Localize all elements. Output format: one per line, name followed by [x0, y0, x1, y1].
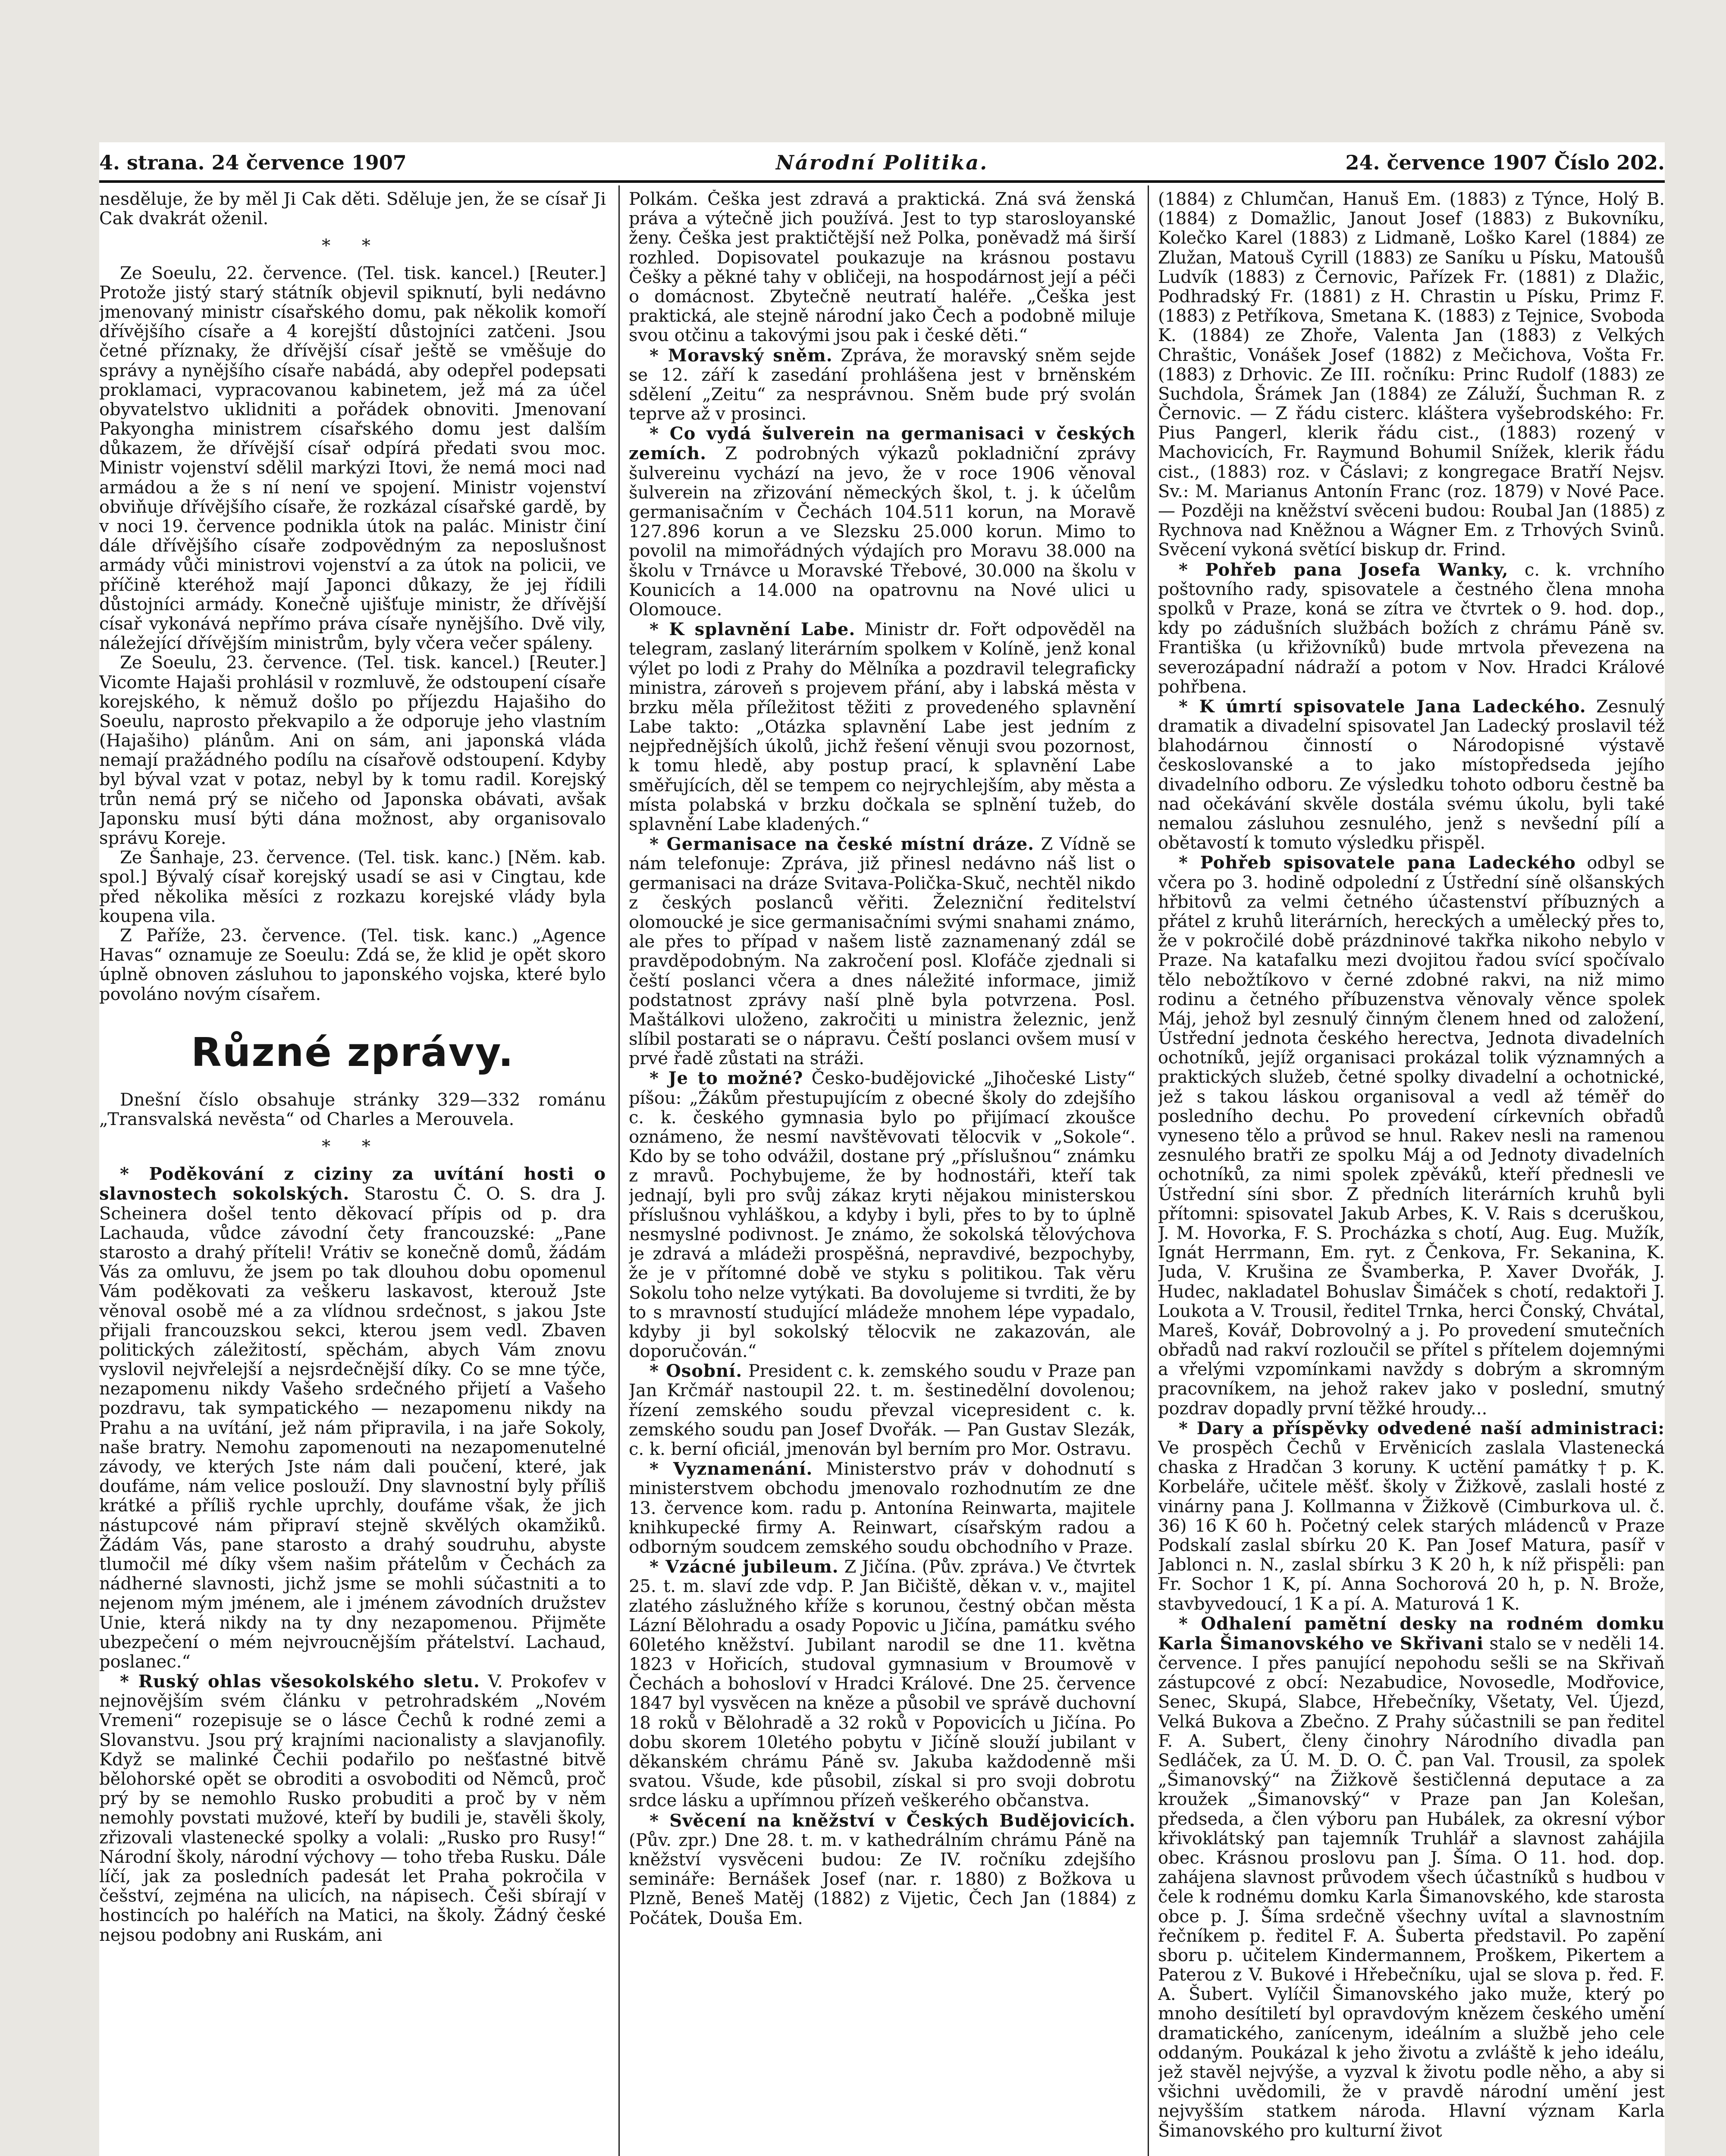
article-title: * Dary a příspěvky odvedené naší administraci:	[1179, 1418, 1665, 1438]
article-body: Z Vídně se nám telefonuje: Zpráva, již přinesl nedávno náš list o germanisaci na dráze Svitava-Polička-Skuč, nechtěl nikdo z českých poslanců věřiti. Železniční ředitelství olomoucké je sice germanisačními svými snahami známo, ale přes to případ v našem listě zaznamenaný zdál se pravděpodobným. Na zakročení posl. Klofáče zjednali si čeští poslanci včera a dnes náležité informace, jimiž podstatnost zprávy naší plně byla potvrzena. Posl. Maštálkovi uloženo, zakročiti u ministra železnic, jenž slíbil postarati se o nápravu. Čeští poslanci ovšem musí v prvé řadě zůstati na stráži.	[629, 834, 1136, 1069]
article-title: * Ruský ohlas všesokolského sletu.	[120, 1671, 480, 1692]
article-paragraph	[1158, 1419, 1665, 1614]
article-body: Ve prospěch Čechů v Ervěnicích zaslala Vlastenecká chaska z Hradčan 3 koruny. K uctění památky † p. K. Korbeláře, učitele měšť. školy v Žižkově, zaslali hosté z vinárny pana J. Kollmanna v Žižkově (Cimburkova ul. č. 36) 16 K 60 h. Početný celek starých mládenců v Praze Podskalí zaslal sbírku 20 K. Pan Josef Matura, pasíř v Jablonci n. N., zaslal sbírku 3 K 20 h, k níž přispěli: pan Fr. Sochor 1 K, pí. Anna Sochorová 20 h, p. N. Brože, stavbyvedoucí, 1 K a pí. A. Maturová 1 K.	[1158, 1438, 1665, 1614]
article-body: V. Prokofev v nejnovějším svém článku v petrohradském „Novém Vremeni“ rozepisuje se o lásce Čechů k rodné zemi a Slovanstvu. Jsou prý krajními nacionalisty a slavjanofily. Když se malinké Čechii podařilo po nešťastné bitvě bělohorské opět se obroditi a osvoboditi od Němců, proč prý by se nemohlo Rusko probuditi a proč by v něm nemohly povstati mužové, kteří by budili je, stavěli školy, zřizovali vlastenecké spolky a volali: „Rusko pro Rusy!“ Národní školy, národní výchovy — toho třeba Rusku. Dále líčí, jak za posledních padesát let Praha pokročila v češství, zejména na ulicích, na nápisech. Češi sbírají v hostincích po haléřích na Matici, na školy. Žádný české nejsou podobny ani Ruskám, ani	[99, 1672, 606, 1945]
article-body: Zpráva, že moravský sněm sejde se 12. září k zasedání prohlášena jest v brněnském sdělení „Zeitu“ za nesprávnou. Sněm bude prý svolán teprve až v prosinci.	[629, 345, 1136, 424]
article-title: * Co vydá šulverein na germanisaci v českých zemích.	[629, 423, 1136, 464]
article-body: Z podrobných výkazů pokladniční zprávy šulvereinu vychází na jevo, že v roce 1906 věnoval šulverein na zřizování německých škol, t. j. k účelům germanisačním v Čechách 104.511 korun, na Moravě 127.896 korun a ve Slezsku 25.000 korun. Mimo to povolil na mimořádných výdajích pro Moravu 38.000 na školu v Trnávce u Moravské Třebové, 30.000 na školu v Kounicích a 14.000 na opatrovnu na Nové ulici u Olomouce.	[629, 444, 1136, 620]
article-title: * Poděkování z ciziny za uvítání hosti o slavnostech sokolských.	[99, 1164, 606, 1204]
article-paragraph	[629, 424, 1136, 620]
article-paragraph: Polkám. Češka jest zdravá a praktická. Zná svá ženská práva a výtečně jich používá. Jest to typ starosloyanské ženy. Češka jest praktičtější než Polka, poněvadž má širší rozhled. Dopisovatel poukazuje na krásnou postavu Češky a pěkné tahy v obličeji, na hospodárnost její a péči o domácnost. Zbytečně neutratí haléře. „Češka jest praktická, ale stejně národní jako Čech a podobně miluje svou otčinu a takovými jsou pak i české děti.“	[629, 190, 1136, 346]
article-body: Ministerstvo práv v dohodnutí s ministerstvem obchodu jmenovalo rozhodnutím ze dne 13. července kom. radu p. Antonína Reinwarta, majitele knihkupecké firmy A. Reinwart, císařským radou a odborným soudcem zemského soudu obchodního v Praze.	[629, 1459, 1136, 1557]
article-body: c. k. vrchního poštovního rady, spisovatele a čestného člena mnoha spolků v Praze, koná se zítra ve čtvrtek o 9. hod. dop., kdy po zádušních službách božích z chrámu Páně sv. Františka (u křižovníků) bude mrtvola převezena na severozápadní nádraží a potom v Nov. Hradci Králové pohřbena.	[1158, 560, 1665, 697]
article-paragraph: Z Paříže, 23. července. (Tel. tisk. kanc.) „Agence Havas“ oznamuje ze Soeulu: Zdá se, že klid je opět skoro úplně obnoven zásluhou to japonského vojska, které bylo povoláno novým císařem.	[99, 925, 606, 1004]
article-title: * Moravský sněm.	[650, 345, 833, 366]
article-title: * Germanisace na české místní dráze.	[650, 834, 1034, 855]
column-2	[629, 190, 1136, 2156]
article-paragraph	[629, 620, 1136, 834]
article-paragraph	[629, 834, 1136, 1069]
header-rule	[99, 180, 1665, 183]
article-paragraph: Dnešní číslo obsahuje stránky 329—332 románu „Transvalská nevěsta“ od Charles a Merouvela.	[99, 1090, 606, 1129]
section-heading: Různé zprávy.	[191, 1029, 515, 1075]
article-body: Starostu Č. O. S. dra J. Scheinera došel tento děkovací přípis od p. dra Lachauda, vůdce závodní čety francouzské: „Pane starosto a drahý příteli! Vrátiv se konečně domů, žádám Vás za omluvu, že jsem po tak dlouhou dobu opomenul Vám poděkovati za veškeru laskavost, kterouž Jste věnoval osobě mé a za vlídnou srdečnost, s jakou Jste přijali francouzskou sekci, kterou jsem vedl. Zbaven politických záležitostí, spěchám, abych Vám znovu vyslovil nejvřelejší a nejsrdečnější díky. Co se mne týče, nezapomenu nikdy Vašeho srdečného přijetí a Vašeho pozdravu, tak sympatického — nezapomenu nikdy na Prahu a na uvítání, jež nám připravila, i na jaře Sokoly, naše bratry. Nemohu zapomenouti na nezapomenutelné závody, ve kterých Jste nám dali poučení, které, jak doufáme, nám velice poslouží. Dny slavnostní byly příliš krátké a příliš rychle uprchly, doufáme však, že jich nástupcové nám připraví stejně skvělých okamžiků. Žádám Vás, pane starosto a drahý soudruhu, abyste tlumočil mé díky všem našim přátelům v Čechách za nádherné slavnosti, jichž jsme se mohli súčastniti a to nejenom mým jménem, ale i jménem závodních družstev Unie, která nikdy na ty dny nezapomenou. Přijměte ubezpečení o mém nejvroucnějším přátelství. Lachaud, poslanec.“	[99, 1184, 606, 1672]
column-divider	[1148, 185, 1149, 2156]
article-paragraph	[1158, 853, 1665, 1418]
article-title: * Osobní.	[650, 1361, 743, 1382]
newspaper-masthead: Národní Politika.	[775, 151, 989, 174]
article-body: (Pův. zpr.) Dne 28. t. m. v kathedrálním chrámu Páně na kněžství vysvěceni budou: Ze IV. ročníku zdejšího semináře: Bernášek Josef (nar. r. 1880) z Božkova u Plzně, Beneš Matěj (1882) z Vijetic, Čech Jan (1884) z Počátek, Douša Em.	[629, 1830, 1136, 1928]
article-title: * K úmrtí spisovatele Jana Ladeckého.	[1179, 696, 1586, 717]
article-paragraph	[629, 1069, 1136, 1361]
separator-stars: * *	[322, 236, 383, 256]
article-paragraph	[629, 1811, 1136, 1928]
header-date-issue: 24. července 1907 Číslo 202.	[1345, 151, 1665, 174]
article-paragraph: nesděluje, že by měl Ji Cak děti. Sděluje jen, že se císař Ji Cak dvakrát oženil.	[99, 190, 606, 229]
article-body: Česko-budějovické „Jihočeské Listy“ píšou: „Žákům přestupujícím z obecné školy do zdejšího c. k. českého gymnasia bylo po přijímací zkoušce oznámeno, že nesmí navštěvovati tělocvik v „Sokole“. Kdo by se toho odvážil, dostane prý „příslušnou“ známku z mravů. Pochybujeme, že by hodnostáři, kteří tak jednají, byli pro svůj zákaz kryti nějakou ministerskou příslušnou vyhláškou, a kdyby i byli, přes to by to úplně nesmyslné podivnost. Je známo, že sokolská tělovýchova je zdravá a mládeži prospěšná, nepravdivé, bezpochyby, že je v přítomné době ve styku s politikou. Tak věru Sokolu toho nelze vytýkati. Ba dovolujeme si tvrditi, že by to s mravností studující mládeže mnohem lépe vypadalo, kdyby ji byl sokolský tělocvik ne zakazován, ale doporučován.“	[629, 1069, 1136, 1362]
column-3	[1158, 190, 1665, 2156]
article-title: * Pohřeb spisovatele pana Ladeckého	[1179, 852, 1576, 873]
article-paragraph	[629, 1361, 1136, 1459]
separator-stars: * *	[322, 1137, 383, 1157]
column-1	[99, 190, 606, 2156]
article-paragraph	[1158, 697, 1665, 853]
article-paragraph: Ze Soeulu, 22. července. (Tel. tisk. kancel.) [Reuter.] Protože jistý starý státník objevil spiknutí, byli nedávno jmenovaný ministr císařského domu, pak několik komoří dřívějšího císaře a 4 korejští důstojníci zatčeni. Jsou četné příznaky, že dřívější císař ještě se vměšuje do správy a nynějšího císaře nabádá, aby odepřel podepsati proklamaci, vypracovanou kabinetem, jež má za účel obyvatelstvo uklidniti a pořádek obnoviti. Jmenovaní Pakyongha ministrem císařského domu jest dalším důkazem, že dřívější císař odpírá předati svou moc. Ministr vojenství sdělil markýzi Itovi, že nemá moci nad armádou a že s ní není ve spojení. Ministr vojenství obviňuje dřívějšího císaře, že rozkázal císařské gardě, by v noci 19. července podnikla útok na palác. Ministr činí dále dřívějšího císaře zodpovědným za neposlušnost armády vůči ministrovi vojenství a za útok na policii, ve příčině kteréhož mají Japonci důkazy, že jej řídili důstojníci armády. Konečně ujišťuje ministr, že dřívější císař vykonává nepřímo práva císaře nynějšího. Dvě vily, náležející dřívějším ministrům, byly včera večer spáleny.	[99, 263, 606, 654]
article-paragraph	[629, 1557, 1136, 1811]
article-title: * Vzácné jubileum.	[650, 1557, 839, 1577]
article-title: * Je to možné?	[650, 1068, 803, 1089]
article-paragraph	[629, 346, 1136, 424]
newspaper-page	[99, 142, 1665, 2156]
article-paragraph: Ze Šanhaje, 23. července. (Tel. tisk. kanc.) [Něm. kab. spol.] Bývalý císař korejský usadí se asi v Cingtau, kde před několika měsíci z rozkazu korejské vlády byla koupena vila.	[99, 848, 606, 926]
article-title: * Odhalení pamětní desky na rodném domku Karla Šimanovského ve Skřivani	[1158, 1613, 1665, 1654]
article-paragraph: (1884) z Chlumčan, Hanuš Em. (1883) z Týnce, Holý B. (1884) z Domažlic, Janout Josef (1883) z Bukovníku, Kolečko Karel (1883) z Lidmaně, Loško Karel (1884) ze Zlužan, Matouš Cyrill (1883) ze Saníku u Písku, Matoušů Ludvík (1883) z Černovic, Pařízek Fr. (1881) z Dlažic, Podhradský Fr. (1881) z H. Chrastin u Písku, Primz F. (1883) z Petříkova, Smetana K. (1883) z Tejnice, Svoboda K. (1884) ze Zhoře, Valenta Jan (1883) z Velkých Chraštic, Vonášek Josef (1882) z Mečichova, Vošta Fr. (1883) z Drhovic. Ze III. ročníku: Princ Rudolf (1883) ze Suchdola, Šrámek Jan (1884) ze Záluží, Šuchman R. z Černovic. — Z řádu cisterc. kláštera vyšebrodského: Fr. Pius Pangerl, klerik řádu cist., (1883) rozený v Machovicích, Fr. Raymund Bohumil Snížek, klerik řádu cist., (1883) roz. v Čáslavi; z kongregace Bratří Nejsv. Sv.: M. Marianus Antonín Franc (roz. 1879) v Nové Pace. — Později na kněžství svěceni budou: Roubal Jan (1885) z Rychnova nad Kněžnou a Wágner Em. z Trhových Svinů. Svěcení vykoná světící biskup dr. Frind.	[1158, 190, 1665, 560]
article-body: Ministr dr. Fořt odpověděl na telegram, zaslaný literárním spolkem v Kolíně, jenž konal výlet po lodi z Prahy do Mělníka a pozdravil telegraficky ministra, zároveň s projevem přání, aby i labská města v brzku měla příležitost těžiti z provedeného splavnění Labe takto: „Otázka splavnění Labe jest jedním z nejpřednějších úkolů, jichž řešení věnuji svou pozornost, k tomu hledě, aby postup prací, k splavnění Labe směřujících, děl se tempem co nejrychlejším, aby města a místa polabská v brzku dočkala se splnění tužeb, do splavnění Labe kladených.“	[629, 620, 1136, 834]
article-paragraph	[99, 1164, 606, 1672]
article-body: Zesnulý dramatik a divadelní spisovatel Jan Ladecký proslavil též blahodárnou činností o Národopisné výstavě českoslovanské a to jako místopředseda jejího divadelního odboru. Ze výsledku tohoto odboru čestně ba nad očekávání skvěle dostála svému úkolu, byli také nemalou zásluhou zesnulého, jenž s nevšední pílí a obětavostí k tomuto výsledku přispěl.	[1158, 696, 1665, 853]
article-paragraph	[629, 1459, 1136, 1557]
article-paragraph	[1158, 560, 1665, 697]
column-divider	[618, 185, 620, 2156]
article-title: * Pohřeb pana Josefa Wanky,	[1179, 559, 1509, 580]
article-title: * Svěcení na kněžství v Českých Budějovicích.	[650, 1810, 1136, 1831]
article-paragraph: Ze Soeulu, 23. července. (Tel. tisk. kancel.) [Reuter.] Vicomte Hajaši prohlásil v rozmluvě, že odstoupení císaře korejského, k němuž došlo po příjezdu Hajašiho do Soeulu, naprosto překvapilo a že odporuje jeho vlastním (Hajašiho) plánům. Ani on sám, ani japonská vláda nemají pražádného podílu na císařově odstoupení. Kdyby byl býval vzat v potaz, nebyl by k tomu radil. Korejský trůn nemá prý se ničeho od Japonska obávati, avšak Japonsku musí býti dána možnost, aby organisovalo správu Koreje.	[99, 653, 606, 848]
article-paragraph	[1158, 1614, 1665, 2141]
article-title: * Vyznamenání.	[650, 1459, 813, 1479]
article-body: Z Jičína. (Pův. zpráva.) Ve čtvrtek 25. t. m. slaví zde vdp. P. Jan Bičiště, děkan v. v., majitel zlatého záslužného kříže s korunou, čestný občan města Lázní Bělohradu a osady Popovic u Jičína, památku svého 60letého kněžství. Jubilant narodil se dne 11. května 1823 v Hořicích, studoval gymnasium v Broumově v Čechách a bohosloví v Hradci Králové. Dne 25. července 1847 byl vysvěcen na kněze a působil ve správě duchovní 18 roků v Bělohradě a 32 roků v Popovicích u Jičína. Po dobu skorem 10letého pobytu v Jičíně slouží jubilant v děkanském chrámu Páně sv. Jakuba každodenně mši svatou. Všude, kde působil, získal si pro svoji dobrotu srdce lásku a upřímnou přízeň veškerého občanstva.	[629, 1557, 1136, 1811]
page-header	[99, 142, 1665, 179]
article-body: odbyl se včera po 3. hodině odpolední z Ústřední síně olšanských hřbitovů za velmi četného účastenství příbuzných a přátel z kruhů literárních, hereckých a umělecký přes to, že v pokročilé době prázdninové takřka nikoho nebylo v Praze. Na katafalku mezi dvojitou řadou svící spočívalo tělo nebožtíkovo v černé zdobné rakvi, na niž mimo rodinu a četného příbuzenstva věnovaly věnce spolek Máj, jehož byl zesnulý činným členem hned od založení, Ústřední jednota českého herectva, Jednota divadelních ochotníků, jejíž organisaci prokázal tolik významných a praktických služeb, četné spolky divadelní a ochotnické, jež s takou láskou organisoval a vedl až téměř do posledního dechu. Po provedení církevních obřadů vyneseno tělo a průvod se hnul. Rakev nesli na ramenou zesnulého bratři ze spolku Máj a od Jednoty divadelních ochotníků, za nimi spolek zpěváků, kteří přednesli ve Ústřední síni sbor. Z předních literárních kruhů byli přítomni: spisovatel Jakub Arbes, K. V. Rais s dceruškou, J. M. Hovorka, F. S. Procházka s chotí, Aug. Eug. Mužík, Ignát Herrmann, Em. ryt. z Čenkova, Fr. Sekanina, K. Juda, V. Krušina ze Švamberka, P. Xaver Dvořák, J. Hudec, nakladatel Bohuslav Šimáček s chotí, redaktoři J. Loukota a V. Trousil, ředitel Trnka, herci Čonský, Chvátal, Mareš, Kovář, Dobrovolný a j. Po provedení smutečních obřadů nad rakví rozloučil se přítel s přítelem dojemnými a vřelými vzpomínkami navždy s dobrým a skromným pracovníkem, na jehož rakev jako v poslední, smutný pozdrav dopadly první těžké hroudy...	[1158, 853, 1665, 1419]
article-paragraph	[99, 1672, 606, 1945]
header-date-left: 4. strana. 24 července 1907	[99, 151, 407, 174]
article-body: stalo se v neděli 14. července. I přes panující nepohodu sešli se na Skřivaň zástupcové z obcí: Nezabudice, Novosedle, Modřovice, Senec, Skupá, Slabce, Hřebečníky, Všetaty, Vel. Újezd, Velká Bukova a Zbečno. Z Prahy súčastnili se pan ředitel F. A. Subert, členy činohry Národního divadla pan Sedláček, za Ú. M. D. O. Č. pan Val. Trousil, za spolek „Šimanovský“ na Žižkově šestičlenná deputace a za kroužek „Šimanovský“ v Praze pan Jan Kolešan, předseda, a člen výboru pan Hubálek, za okresní výbor křivoklátský pan tajemník Truhlář a slavnost zahájila obec. Krásnou proslovu pan J. Šíma. O 11. hod. dop. zahájena slavnost průvodem všech účastníků s hudbou v čele k rodnému domku Karla Šimanovského, kde starosta obce p. J. Šíma srdečně všechny uvítal a slavnostním řečníkem p. ředitel F. A. Šuberta představil. Po zapění sboru p. učitelem Kindermannem, Proškem, Pikertem a Paterou z V. Bukové i Hřebečníku, ujal se slova p. řed. F. A. Šubert. Vylíčil Šimanovského jako muže, který po mnoho desítiletí byl opravdovým knězem českého umění dramatického, zanícenym, ideálním a službě jeho cele oddaným. Poukázal k jeho životu a zvláště k jeho ideálu, jež stavěl nejvýše, a vyzval k životu podle něho, a aby si všichni uvědomili, že v pravdě národní umění jest nejvyšším statkem národa. Hlavní význam Karla Šimanovského pro kulturní život	[1158, 1633, 1665, 2141]
article-title: * K splavnění Labe.	[650, 619, 856, 640]
article-body: President c. k. zemského soudu v Praze pan Jan Krčmář nastoupil 22. t. m. šestinedělní dovolenou; řízení zemského soudu převzal vicepresident c. k. zemského soudu pan Josef Dvořák. — Pan Gustav Slezák, c. k. berní oficiál, jmenován byl berním pro Mor. Ostravu.	[629, 1361, 1136, 1459]
